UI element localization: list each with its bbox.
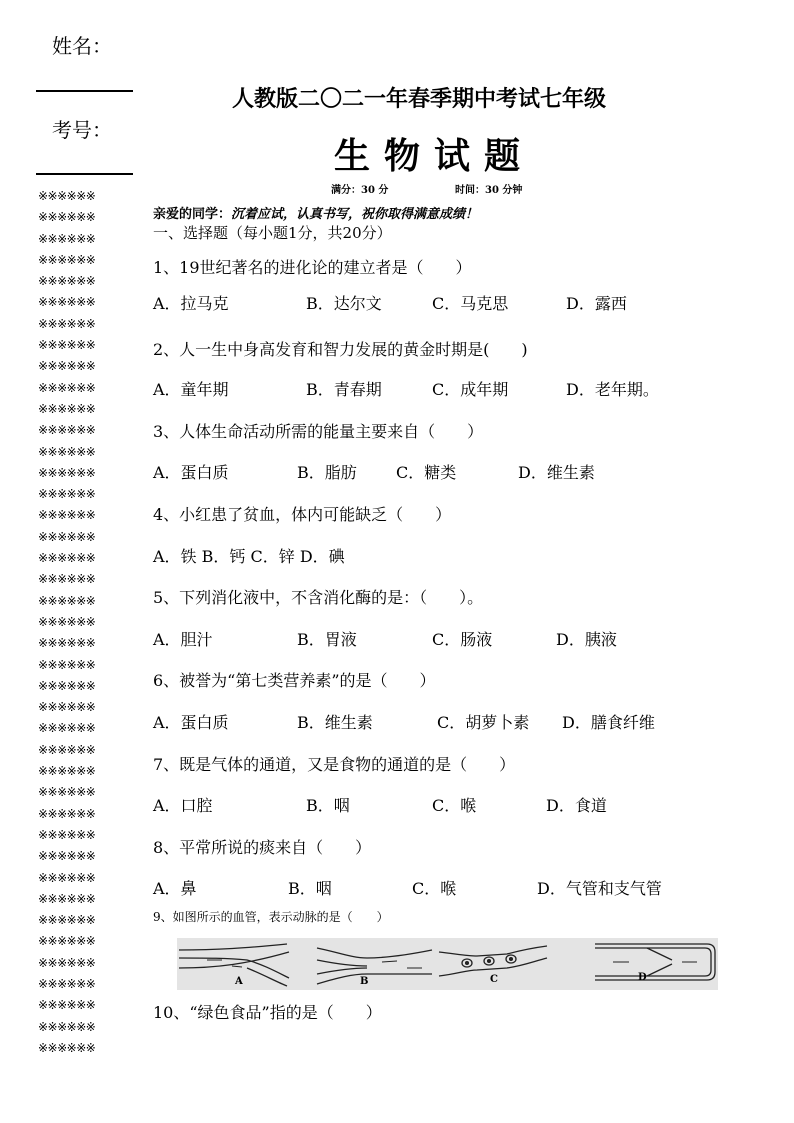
vessel-label-d: D xyxy=(638,972,647,983)
seal-row: ※※※※※※ xyxy=(38,998,96,1013)
q7-option-d: D．食道 xyxy=(546,796,607,815)
question-8: 8、平常所说的痰来自（ ） xyxy=(153,838,372,857)
seal-row: ※※※※※※ xyxy=(38,338,96,353)
question-2: 2、人一生中身高发育和智力发展的黄金时期是( ) xyxy=(153,340,528,359)
seal-row: ※※※※※※ xyxy=(38,423,96,438)
seal-row: ※※※※※※ xyxy=(38,742,96,757)
seal-row: ※※※※※※ xyxy=(38,870,96,885)
name-underline xyxy=(36,90,133,92)
seal-row: ※※※※※※ xyxy=(38,252,96,267)
seal-row: ※※※※※※ xyxy=(38,657,96,672)
seal-row: ※※※※※※ xyxy=(38,210,96,225)
q3-option-b: B．脂肪 xyxy=(297,463,357,482)
seal-row: ※※※※※※ xyxy=(38,316,96,331)
score-info: 满分：30 分 xyxy=(331,185,389,196)
seal-row: ※※※※※※ xyxy=(38,444,96,459)
q1-option-a: A．拉马克 xyxy=(153,294,229,313)
seal-row: ※※※※※※ xyxy=(38,976,96,991)
seal-row: ※※※※※※ xyxy=(38,359,96,374)
seal-row: ※※※※※※ xyxy=(38,231,96,246)
q1-option-d: D．露西 xyxy=(566,294,627,313)
greeting xyxy=(153,203,478,222)
seal-row: ※※※※※※ xyxy=(38,636,96,651)
seal-row: ※※※※※※ xyxy=(38,678,96,693)
seal-row: ※※※※※※ xyxy=(38,593,96,608)
vessel-label-a: A xyxy=(235,976,243,987)
seal-row: ※※※※※※ xyxy=(38,529,96,544)
seal-row: ※※※※※※ xyxy=(38,572,96,587)
question-9: 9、如图所示的血管，表示动脉的是（ ） xyxy=(153,910,389,924)
seal-row: ※※※※※※ xyxy=(38,764,96,779)
exam-title: 人教版二〇二一年春季期中考试七年级 xyxy=(232,86,607,112)
q7-option-c: C．喉 xyxy=(432,796,477,815)
seal-row: ※※※※※※ xyxy=(38,508,96,523)
q5-option-c: C．肠液 xyxy=(432,630,493,649)
q7-option-b: B．咽 xyxy=(306,796,350,815)
seal-line-column xyxy=(38,186,134,1059)
question-1: 1、19世纪著名的进化论的建立者是（ ） xyxy=(153,258,472,277)
q2-option-d: D．老年期。 xyxy=(566,380,659,399)
q5-option-a: A．胆汁 xyxy=(153,630,213,649)
vessel-label-c: C xyxy=(490,974,498,985)
question-3: 3、人体生命活动所需的能量主要来自（ ） xyxy=(153,422,484,441)
seal-row: ※※※※※※ xyxy=(38,465,96,480)
seal-row: ※※※※※※ xyxy=(38,913,96,928)
q8-option-c: C．喉 xyxy=(412,879,457,898)
q2-option-a: A．童年期 xyxy=(153,380,229,399)
seal-row: ※※※※※※ xyxy=(38,955,96,970)
question-5: 5、下列消化液中，不含消化酶的是：（ ）。 xyxy=(153,588,484,607)
question-7: 7、既是气体的通道，又是食物的通道的是（ ） xyxy=(153,755,516,774)
seal-row: ※※※※※※ xyxy=(38,380,96,395)
time-info: 时间：30 分钟 xyxy=(455,185,523,196)
q2-option-b: B．青春期 xyxy=(306,380,382,399)
q3-option-d: D．维生素 xyxy=(518,463,595,482)
q7-option-a: A．口腔 xyxy=(153,796,213,815)
question-4: 4、小红患了贫血，体内可能缺乏（ ） xyxy=(153,505,452,524)
seal-row: ※※※※※※ xyxy=(38,934,96,949)
q3-option-c: C．糖类 xyxy=(396,463,457,482)
seal-row: ※※※※※※ xyxy=(38,487,96,502)
section-heading: 一、选择题（每小题1分，共20分） xyxy=(153,224,392,242)
seal-row: ※※※※※※ xyxy=(38,1040,96,1055)
seal-row: ※※※※※※ xyxy=(38,189,96,203)
seal-row: ※※※※※※ xyxy=(38,891,96,906)
q6-option-b: B．维生素 xyxy=(297,713,373,732)
q6-option-a: A．蛋白质 xyxy=(153,713,229,732)
seal-row: ※※※※※※ xyxy=(38,849,96,864)
seal-row: ※※※※※※ xyxy=(38,401,96,416)
q1-option-c: C．马克思 xyxy=(432,294,509,313)
exam-subject-title: 生物试题 xyxy=(334,135,535,177)
question-10: 10、“绿色食品”指的是（ ） xyxy=(153,1003,382,1022)
q8-option-d: D．气管和支气管 xyxy=(537,879,662,898)
seal-row: ※※※※※※ xyxy=(38,721,96,736)
question-6: 6、被誉为“第七类营养素”的是（ ） xyxy=(153,671,436,690)
q1-option-b: B．达尔文 xyxy=(306,294,382,313)
q5-option-b: B．胃液 xyxy=(297,630,357,649)
q8-option-b: B．咽 xyxy=(288,879,332,898)
exam-number-label: 考号： xyxy=(52,118,112,142)
blood-vessel-figure xyxy=(177,938,718,990)
q2-option-c: C．成年期 xyxy=(432,380,509,399)
q3-option-a: A．蛋白质 xyxy=(153,463,229,482)
seal-row: ※※※※※※ xyxy=(38,785,96,800)
name-label: 姓名： xyxy=(52,34,112,58)
greeting-prefix: 亲爱的同学： xyxy=(153,207,232,222)
seal-row: ※※※※※※ xyxy=(38,551,96,566)
seal-row: ※※※※※※ xyxy=(38,827,96,842)
seal-row: ※※※※※※ xyxy=(38,806,96,821)
seal-row: ※※※※※※ xyxy=(38,614,96,629)
q6-option-c: C．胡萝卜素 xyxy=(437,713,530,732)
q5-option-d: D．胰液 xyxy=(556,630,617,649)
seal-row: ※※※※※※ xyxy=(38,274,96,289)
number-underline xyxy=(36,173,133,175)
greeting-body: 沉着应试，认真书写，祝你取得满意成绩！ xyxy=(231,207,479,222)
q4-options: A．铁 B．钙 C．锌 D．碘 xyxy=(153,547,345,566)
seal-row: ※※※※※※ xyxy=(38,295,96,310)
q6-option-d: D．膳食纤维 xyxy=(562,713,655,732)
seal-row: ※※※※※※ xyxy=(38,1019,96,1034)
q8-option-a: A．鼻 xyxy=(153,879,197,898)
vessel-label-b: B xyxy=(360,976,369,987)
seal-row: ※※※※※※ xyxy=(38,700,96,715)
